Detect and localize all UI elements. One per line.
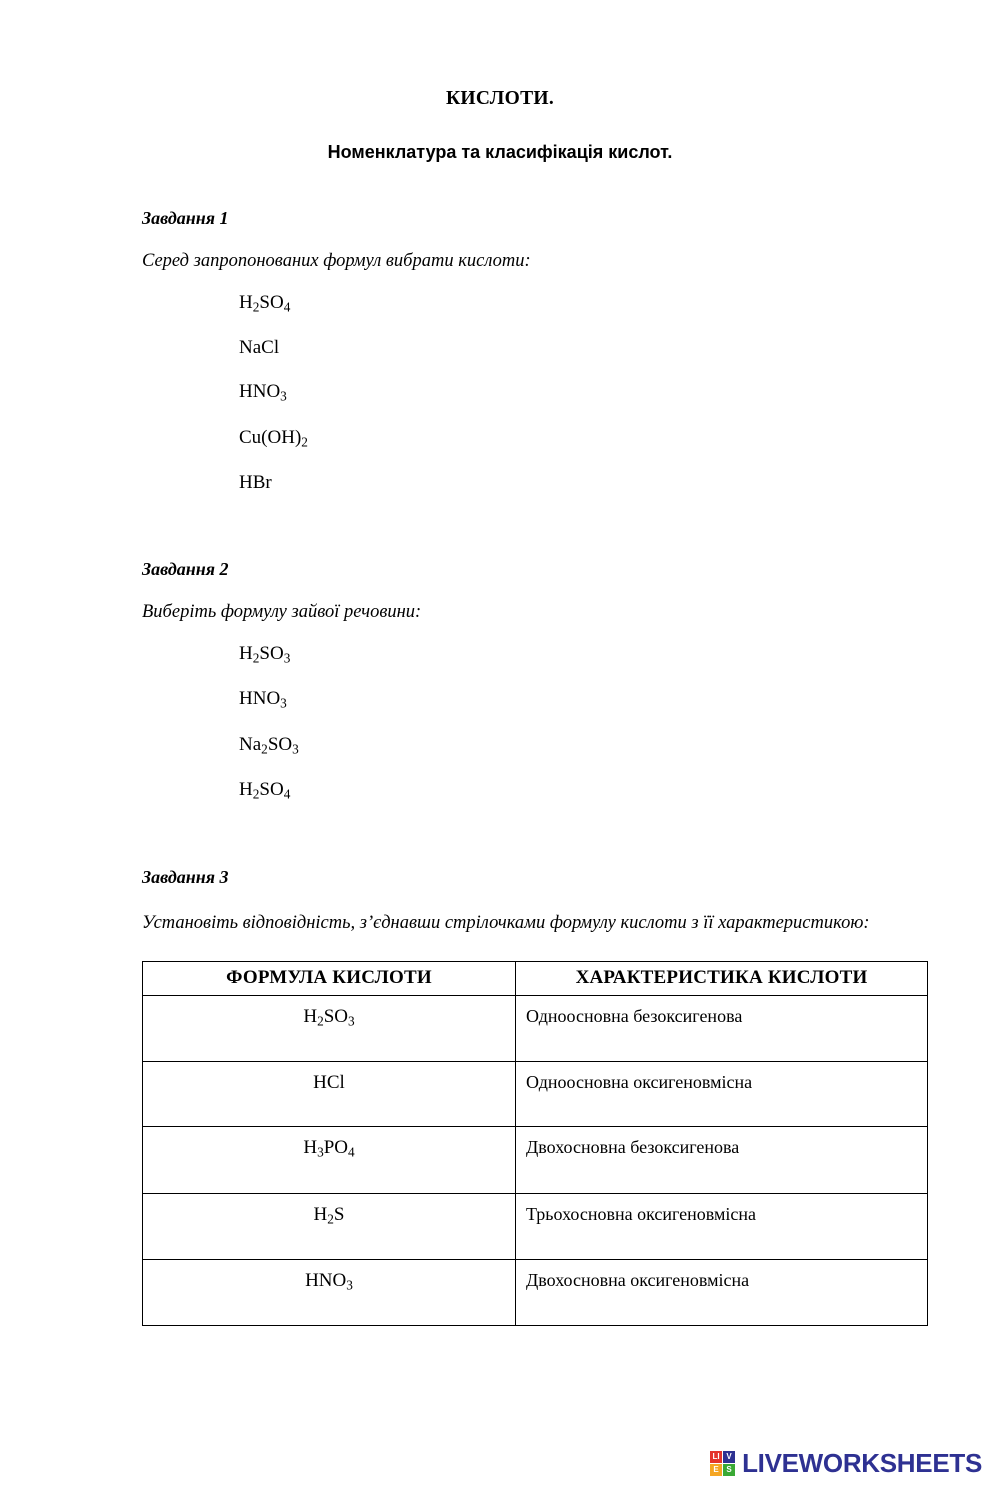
badge-letter: S [723, 1464, 735, 1476]
worksheet-page [0, 88, 1000, 1501]
liveworksheets-logo[interactable] [710, 1448, 982, 1479]
task-3-heading: Завдання 3 [142, 867, 229, 888]
task-3-section [142, 867, 926, 1326]
badge-letter: V [723, 1451, 735, 1463]
table-row [143, 1062, 928, 1127]
formula-item: $H_2SO_4$ [239, 292, 291, 315]
task-1-formula-list [239, 292, 926, 494]
task-1-prompt: Серед запропонованих формул вибрати кислоти: [142, 251, 531, 271]
liveworksheets-brand-text: LIVEWORKSHEETS [742, 1448, 982, 1478]
table-cell-formula[interactable]: HCl [143, 1062, 516, 1127]
liveworksheets-badge-icon [710, 1451, 735, 1476]
formula-item: $HNO_3$ [239, 688, 287, 711]
formula-item: $H_2SO_3$ [239, 642, 291, 666]
task-2-section [142, 559, 926, 802]
table-header-cell-formula: ФОРМУЛА КИСЛОТИ [143, 962, 516, 996]
table-cell-description[interactable]: Одноосновна безоксигенова [516, 996, 928, 1062]
formula-item: NaCl [239, 337, 280, 359]
table-cell-formula[interactable]: $HNO_3$ [143, 1259, 516, 1325]
table-cell-description[interactable]: Одноосновна оксигеновмісна [516, 1062, 928, 1127]
task-2-heading: Завдання 2 [142, 558, 229, 579]
table-row [143, 1193, 928, 1259]
task-2-prompt: Виберіть формулу зайвої речовини: [142, 601, 422, 622]
page-subtitle: Номенклатура та класифікація кислот. [327, 142, 673, 162]
task-1-section [142, 208, 926, 494]
table-row [143, 1127, 928, 1193]
document-body [142, 208, 926, 1326]
task-1-heading: Завдання 1 [142, 208, 229, 228]
page-title: КИСЛОТИ. [445, 88, 555, 109]
table-cell-description[interactable]: Трьохосновна оксигеновмісна [516, 1193, 928, 1259]
matching-table [142, 961, 928, 1326]
task-2-formula-list [239, 643, 926, 802]
formula-item: HBr [239, 471, 272, 493]
document-title-block [0, 88, 1000, 163]
table-cell-formula[interactable]: $H_2S$ [143, 1193, 516, 1259]
formula-item: $HNO_3$ [239, 381, 287, 404]
table-row [143, 1259, 928, 1325]
table-row [143, 996, 928, 1062]
badge-letter: LI [710, 1451, 722, 1463]
table-cell-formula[interactable]: $H_2SO_3$ [143, 996, 516, 1062]
table-cell-description[interactable]: Двохосновна безоксигенова [516, 1127, 928, 1193]
formula-item: $H_2SO_4$ [239, 778, 291, 802]
formula-item: $Na_2SO_3$ [239, 733, 299, 756]
badge-letter: E [710, 1464, 722, 1476]
table-header-cell-description: ХАРАКТЕРИСТИКА КИСЛОТИ [516, 962, 928, 996]
formula-item: $Cu(OH)_2$ [239, 426, 308, 449]
table-cell-description[interactable]: Двохосновна оксигеновмісна [516, 1259, 928, 1325]
table-header-row [143, 962, 928, 996]
table-cell-formula[interactable]: $H_3PO_4$ [143, 1127, 516, 1193]
task-3-prompt: Установіть відповідність, з’єднавши стрілочками формулу кислоти з її характеристикою: [142, 913, 870, 934]
